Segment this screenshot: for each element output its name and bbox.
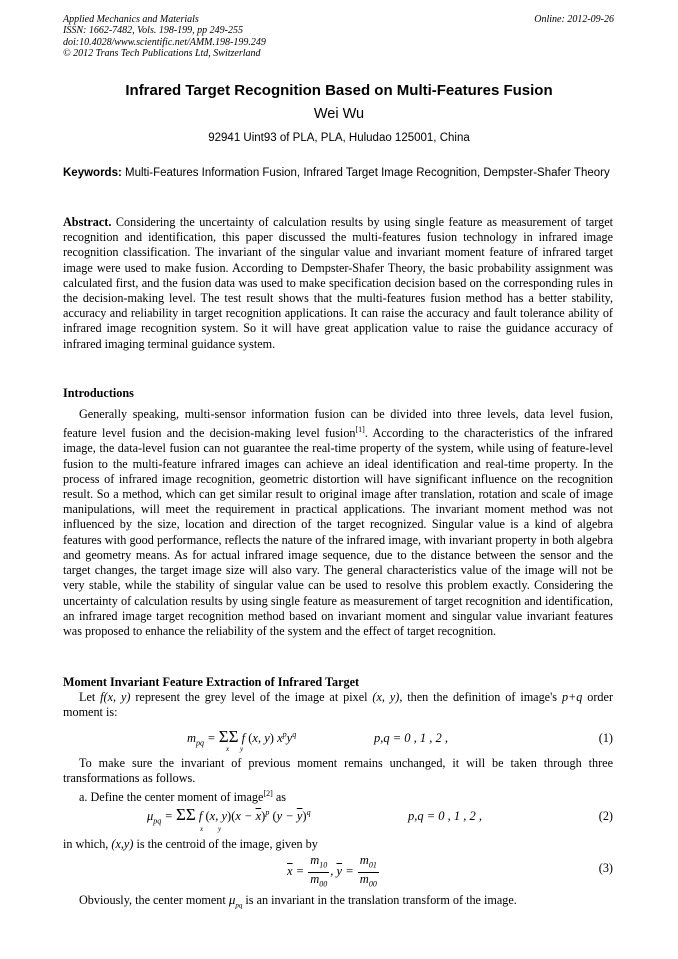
p5-text-b: is an invariant in the translation transform of the image.	[242, 893, 517, 907]
p5-text-a: Obviously, the center moment	[79, 893, 229, 907]
paper-author: Wei Wu	[313, 106, 365, 122]
issn-line: ISSN: 1662-7482, Vols. 198-199, pp 249-255	[63, 25, 243, 37]
intro-text-2: . According to the characteristics of the infrared image, the data-level fusion can not guarantee the real-time property of the system, while using of feature-level fusion to the multi-feature infrared images can achieve an ideal identification and real-time property. In the process of infrared image recognition, geometric distortion will have significant influence on the recognition result. So a method, which can get similar result to original image after translation, rotation and scale of image manipulations, will meet the requirement in practical applications. The invariant moment method was not influenced by the size, location and direction of the target recognized. Singular value is a kind of algebra features with good performance, reflects the nature of the infrared image, with invariant property in both algebra and geometry means. As for actual infrared image sequence, due to the distance between the sensor and the target changes, the target image size will also vary. The general characteristics value of the image will not be very stable, while the stability of singular value can be used to resolve this problem exactly. Considering the uncertainty of calculation results by using single feature as measurement of target recognition and identification, an infrared image target recognition method based on invariant moment and singular value invariant features was proposed to enhance the reliability of the system and the effect of target recognition.	[63, 426, 613, 638]
abstract-text: Considering the uncertainty of calculation results by using single feature as measurement of target recognition and identification, this paper discussed the multi-features fusion technology in infrared image recognition classification. The invariant of the singular value and invariant moment feature of infrared target image were used to make fusion. According to Dempster-Shafer Theory, the basic probability assignment was calculated first, and the fusion data was used to make specification decision based on the corresponding rules in the decision-making level. The test result shows that the multi-features fusion method has a better stability, accuracy and reliability in target recognition applications. It can raise the accuracy and fault tolerance ability of infrared image recognition system. So it will have great application value to raise the guidance accuracy of infrared imaging terminal guidance system.	[63, 215, 613, 351]
p3-text-b: as	[272, 790, 286, 805]
keywords-label: Keywords:	[63, 167, 122, 179]
abstract-label: Abstract.	[63, 215, 112, 229]
section-heading: Moment Invariant Feature Extraction of Infrared Target	[63, 675, 360, 689]
eq1-sum-y: y	[240, 745, 244, 753]
equation-1: $m_{pq} = \Sigma\Sigma$ f (x, y) $x^py^q$	[187, 727, 297, 748]
eq1-number: (1)	[598, 731, 613, 745]
translation-invariant-paragraph	[79, 892, 613, 914]
center-moment-intro	[79, 786, 613, 805]
eq1-sum-x: x	[226, 745, 230, 753]
eq2-number: (2)	[598, 809, 613, 823]
mu-symbol: μ	[228, 892, 236, 907]
eq3-number: (3)	[598, 861, 613, 875]
p1-text-a: Let	[79, 690, 101, 704]
moment-definition-paragraph	[63, 690, 613, 720]
abstract	[63, 215, 613, 352]
mu-subscript: pq	[235, 901, 243, 910]
eq2-condition: p,q = 0 , 1 , 2 ,	[408, 809, 483, 823]
introduction-heading: Introductions	[63, 386, 134, 400]
p1-text-c: , then the definition of image's	[399, 690, 562, 704]
online-date: Online: 2012-09-26	[534, 14, 614, 25]
equation-3: $\overline{x}$ = $\frac{m_{10}}{m_{00}}$ , $\overline{y}$ = $\frac{m_{01}}{m_{00}}$	[287, 853, 377, 888]
eq2-sum-y: y	[218, 825, 222, 833]
eq1-condition: p,q = 0 , 1 , 2 ,	[374, 731, 449, 745]
p1-text-d: order moment is:	[63, 690, 613, 720]
eq2-sum-x: x	[200, 825, 204, 833]
centroid-paragraph	[63, 837, 613, 852]
journal-name: Applied Mechanics and Materials	[63, 14, 199, 25]
keywords-text: Multi-Features Information Fusion, Infrared Target Image Recognition, Dempster-Shafer Theory	[125, 167, 610, 179]
intro-citation: [1]	[355, 425, 365, 435]
journal-header	[63, 14, 266, 60]
copyright-line: © 2012 Trans Tech Publications Ltd, Switzerland	[63, 48, 261, 60]
p1-pq: p+q	[561, 690, 583, 704]
p4-text-b: is the centroid of the image, given by	[133, 837, 318, 851]
intro-text-1: Generally speaking, multi-sensor information fusion can be divided into three levels, data level fusion, feature level fusion and the decision-making level fusion	[63, 407, 613, 441]
equation-2: $\mu_{pq} = \Sigma\Sigma$ f (x, $y)(x - \overline{x})^p$ $(y - \overline{y})^q$	[147, 805, 311, 826]
paper-title: Infrared Target Recognition Based on Multi-Features Fusion	[125, 82, 553, 99]
introduction-paragraph	[63, 407, 613, 639]
p3-citation: [2]	[263, 789, 273, 798]
p4-text-a: in which,	[63, 837, 112, 851]
p1-fxy: f(x, y)	[100, 690, 131, 704]
p1-xy: (x, y)	[372, 690, 400, 704]
p4-xy: (x,y)	[111, 837, 134, 851]
p1-text-b: represent the grey level of the image at pixel	[130, 690, 373, 704]
invariant-paragraph: To make sure the invariant of previous moment remains unchanged, it will be taken through three transformations as follows.	[63, 756, 613, 786]
p3-text-a: a. Define the center moment of image	[79, 790, 264, 805]
author-affiliation: 92941 Uint93 of PLA, PLA, Huludao 125001, China	[208, 132, 470, 144]
keywords	[63, 166, 613, 181]
doi-line: doi:10.4028/www.scientific.net/AMM.198-199.249	[63, 36, 266, 48]
